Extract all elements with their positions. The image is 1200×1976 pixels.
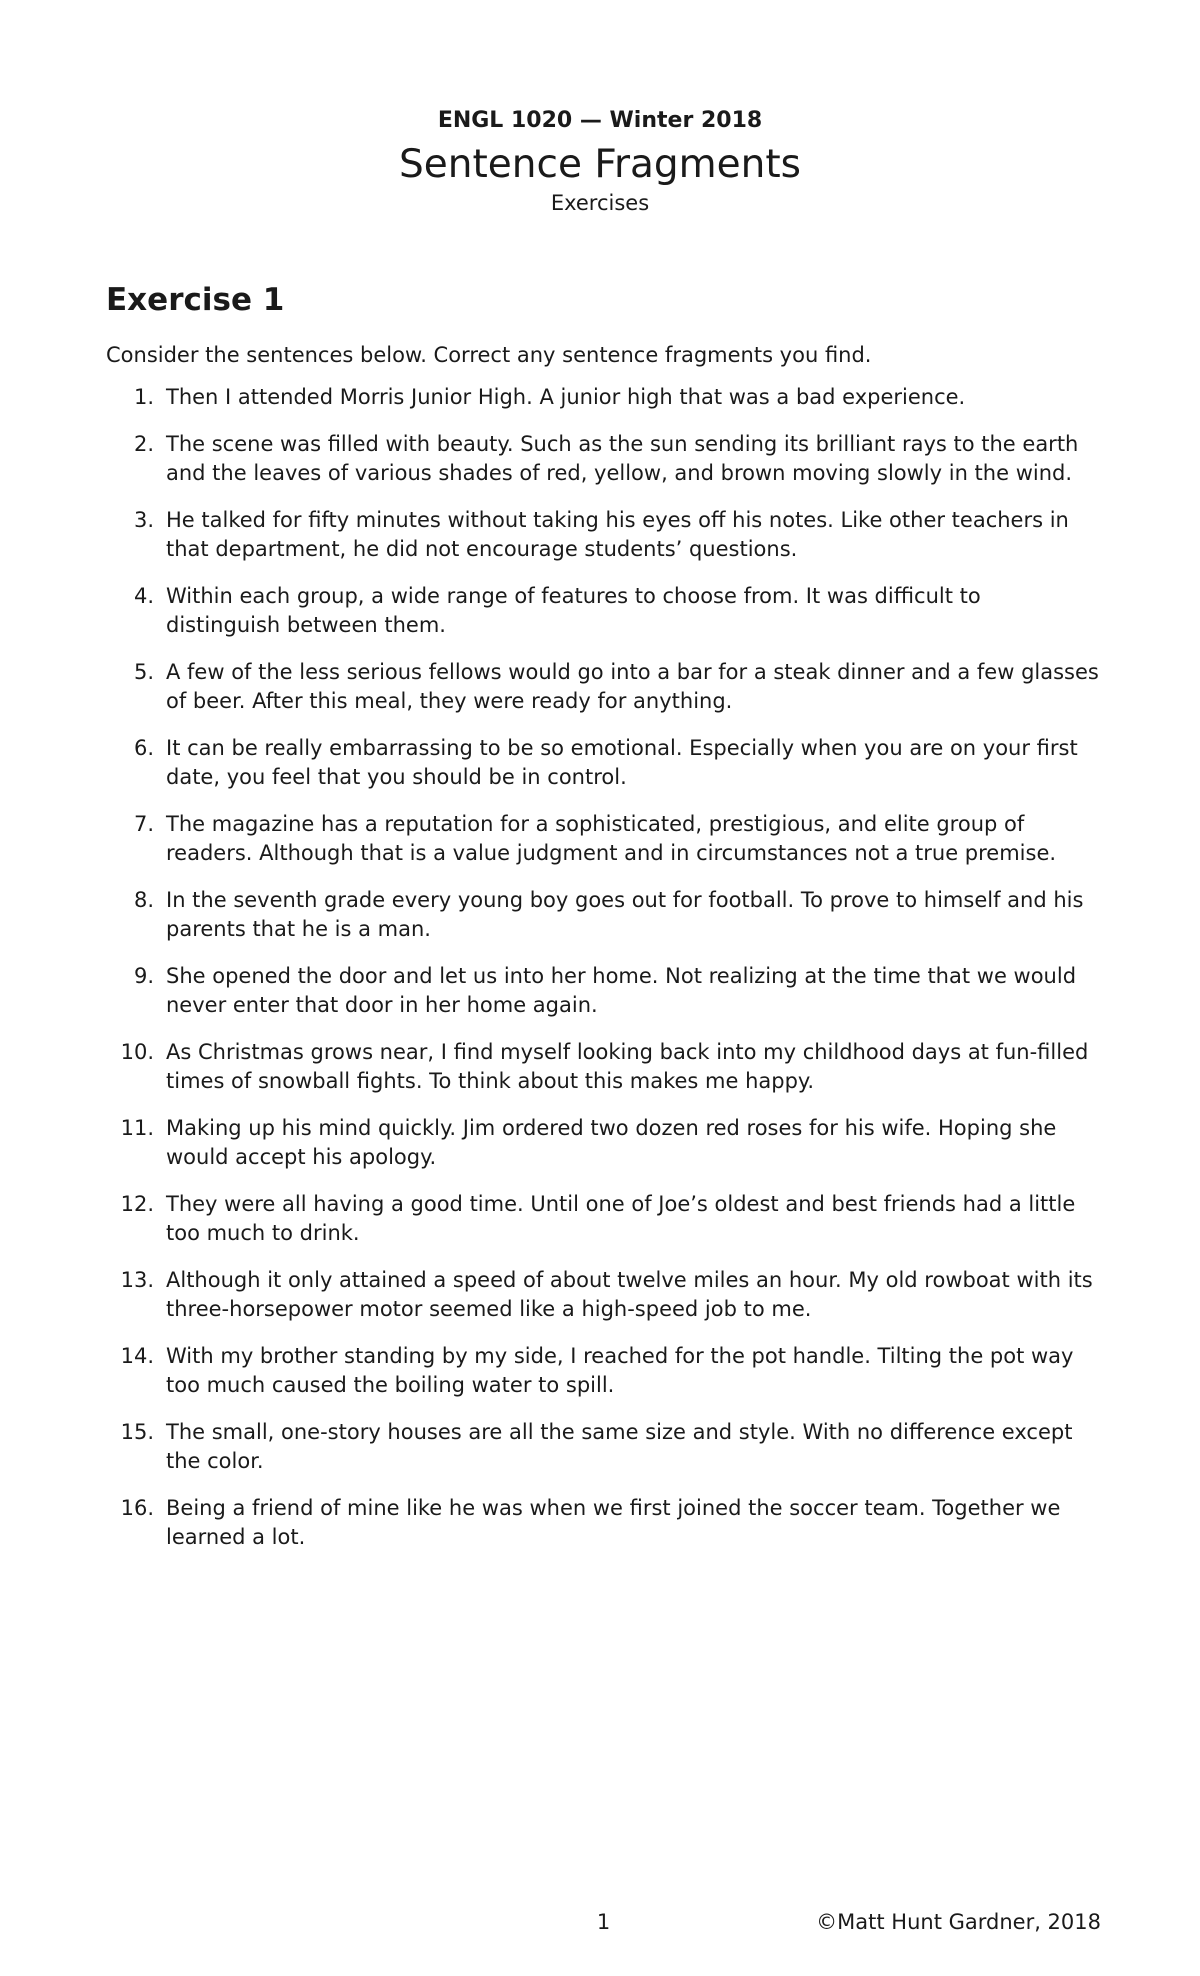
copyright-notice: ©Matt Hunt Gardner, 2018 <box>816 1910 1101 1934</box>
exercise-item <box>106 658 1101 716</box>
exercise-item-text: As Christmas grows near, I find myself looking back into my childhood days at fun-filled times of snowball fights. To think about this makes me happy. <box>166 1040 1089 1093</box>
exercise-item-text: She opened the door and let us into her home. Not realizing at the time that we would never enter that door in her home again. <box>166 964 1077 1017</box>
document-header <box>0 103 1200 215</box>
exercise-item <box>106 886 1101 944</box>
exercise-item-text: It can be really embarrassing to be so emotional. Especially when you are on your first date, you feel that you should be in control. <box>166 736 1078 789</box>
exercise-item <box>106 1418 1101 1476</box>
exercise-item-number: 13. <box>120 1268 154 1292</box>
exercise-item-text: Then I attended Morris Junior High. A junior high that was a bad experience. <box>166 385 966 409</box>
exercise-item-text: Within each group, a wide range of features to choose from. It was difficult to distinguish between them. <box>166 584 981 637</box>
exercise-item <box>106 1266 1101 1324</box>
exercise-item-number: 7. <box>133 812 154 836</box>
exercise-item-number: 9. <box>133 964 154 988</box>
exercise-item-number: 14. <box>120 1344 154 1368</box>
exercise-item <box>106 1114 1101 1172</box>
exercise-item-text: He talked for fifty minutes without taking his eyes off his notes. Like other teachers in that department, he did not encourage students’ questions. <box>166 508 1069 561</box>
exercise-item-text: In the seventh grade every young boy goes out for football. To prove to himself and his parents that he is a man. <box>166 888 1084 941</box>
exercise-item-number: 2. <box>133 432 154 456</box>
exercise-item-text: The small, one-story houses are all the same size and style. With no difference except the color. <box>166 1420 1073 1473</box>
exercise-item <box>106 1190 1101 1248</box>
page-number: 1 <box>596 1910 611 1934</box>
exercise-item <box>106 810 1101 868</box>
exercise-item-number: 8. <box>133 888 154 912</box>
exercise-item-text: The magazine has a reputation for a sophisticated, prestigious, and elite group of readers. Although that is a value judgment and in circumstances not a true premise. <box>166 812 1057 865</box>
exercise-item-number: 4. <box>133 584 154 608</box>
exercise-item <box>106 962 1101 1020</box>
exercise-instructions: Consider the sentences below. Correct any sentence fragments you find. <box>106 343 872 367</box>
exercise-section <box>106 280 1101 1570</box>
exercise-item <box>106 1494 1101 1552</box>
exercise-item-number: 5. <box>133 660 154 684</box>
exercise-item-number: 11. <box>120 1116 154 1140</box>
exercise-item <box>106 1038 1101 1096</box>
exercise-item-number: 15. <box>120 1420 154 1444</box>
document-title: Sentence Fragments <box>399 142 801 187</box>
page-footer <box>106 1907 1101 1937</box>
exercise-item-text: Being a friend of mine like he was when we first joined the soccer team. Together we learned a lot. <box>166 1496 1061 1549</box>
exercise-item-text: With my brother standing by my side, I reached for the pot handle. Tilting the pot way too much caused the boiling water to spill. <box>166 1344 1074 1397</box>
document-subtitle: Exercises <box>550 191 650 215</box>
exercise-item-number: 1. <box>133 385 154 409</box>
exercise-item <box>106 1342 1101 1400</box>
exercise-item-text: A few of the less serious fellows would go into a bar for a steak dinner and a few glasses of beer. After this meal, they were ready for anything. <box>166 660 1099 713</box>
exercise-item <box>106 734 1101 792</box>
exercise-item-number: 6. <box>133 736 154 760</box>
exercise-item <box>106 383 1101 412</box>
exercise-item-text: They were all having a good time. Until one of Joe’s oldest and best friends had a little too much to drink. <box>166 1192 1076 1245</box>
exercise-heading: Exercise 1 <box>106 282 285 318</box>
exercise-item <box>106 506 1101 564</box>
exercise-item-text: Although it only attained a speed of about twelve miles an hour. My old rowboat with its three-horsepower motor seemed like a high-speed job to me. <box>166 1268 1093 1321</box>
exercise-list <box>106 383 1101 1552</box>
exercise-item <box>106 430 1101 488</box>
exercise-item <box>106 582 1101 640</box>
exercise-item-number: 3. <box>133 508 154 532</box>
exercise-item-text: The scene was filled with beauty. Such as the sun sending its brilliant rays to the earth and the leaves of various shades of red, yellow, and brown moving slowly in the wind. <box>166 432 1079 485</box>
exercise-item-number: 16. <box>120 1496 154 1520</box>
exercise-item-number: 10. <box>120 1040 154 1064</box>
exercise-item-number: 12. <box>120 1192 154 1216</box>
exercise-item-text: Making up his mind quickly. Jim ordered two dozen red roses for his wife. Hoping she would accept his apology. <box>166 1116 1057 1169</box>
course-title: ENGL 1020 — Winter 2018 <box>437 108 763 133</box>
